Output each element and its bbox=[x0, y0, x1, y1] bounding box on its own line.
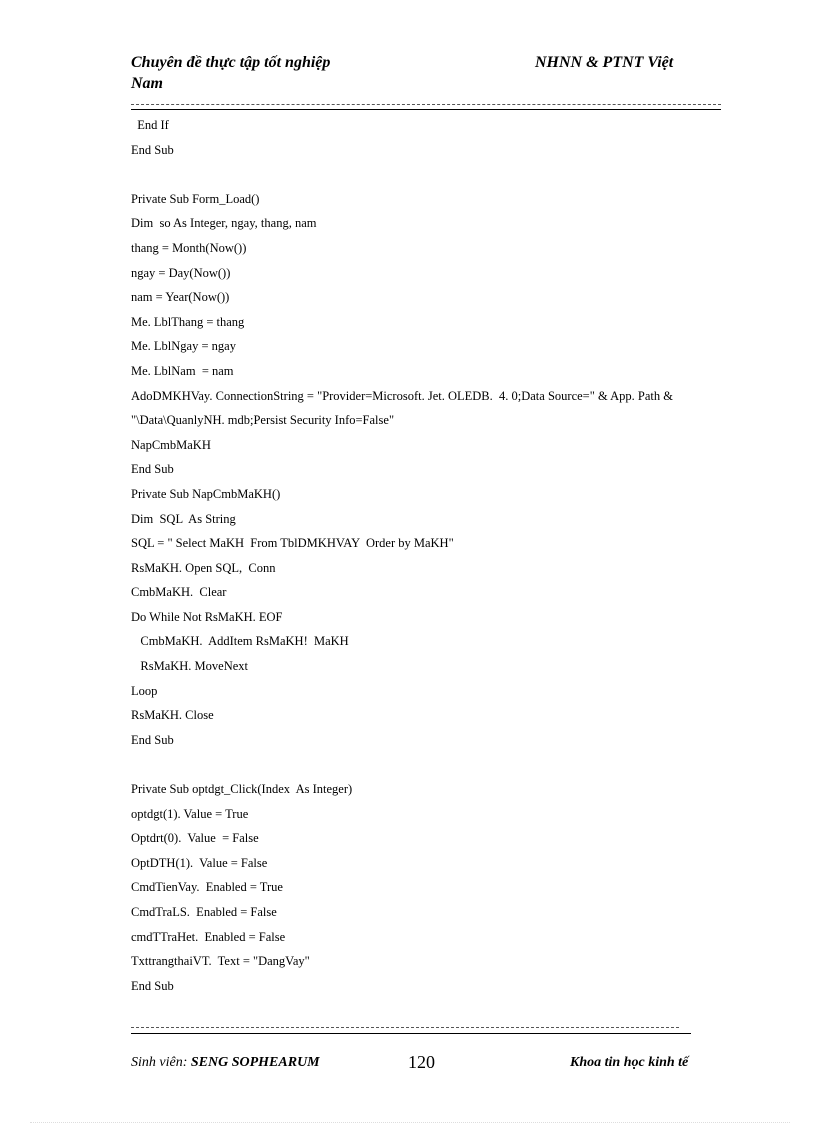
code-line bbox=[131, 162, 731, 187]
code-line: RsMaKH. Open SQL, Conn bbox=[131, 560, 276, 575]
code-line: "\Data\QuanlyNH. mdb;Persist Security Info=False" bbox=[131, 413, 395, 428]
footer-divider-solid bbox=[131, 1033, 691, 1034]
code-line: End Sub bbox=[131, 142, 174, 157]
footer-divider-dashed bbox=[131, 1027, 679, 1028]
code-line: Optdrt(0). Value = False bbox=[131, 831, 259, 846]
code-line: Do While Not RsMaKH. EOF bbox=[131, 609, 283, 624]
code-line: Dim SQL As String bbox=[131, 511, 236, 526]
code-line: optdgt(1). Value = True bbox=[131, 806, 249, 821]
code-line: RsMaKH. Close bbox=[131, 708, 214, 723]
header-divider-solid bbox=[131, 109, 721, 110]
code-line: SQL = " Select MaKH From TblDMKHVAY Order by MaKH" bbox=[131, 536, 454, 551]
footer-faculty: Khoa tin học kinh tế bbox=[570, 1055, 689, 1070]
code-line: ngay = Day(Now()) bbox=[131, 265, 231, 280]
footer-student-name: SENG SOPHEARUM bbox=[190, 1055, 320, 1070]
code-line: cmdTTraHet. Enabled = False bbox=[131, 929, 286, 944]
code-line: Loop bbox=[131, 683, 158, 698]
code-line: Private Sub NapCmbMaKH() bbox=[131, 486, 281, 501]
code-line: CmbMaKH. AddItem RsMaKH! MaKH bbox=[131, 634, 349, 649]
code-line: End If bbox=[131, 118, 169, 132]
header-title-right: NHNN & PTNT Việt bbox=[535, 54, 674, 71]
code-line: NapCmbMaKH bbox=[131, 437, 211, 452]
code-block bbox=[131, 113, 731, 998]
footer-student-label: Sinh viên: bbox=[131, 1055, 191, 1070]
code-line: Me. LblThang = thang bbox=[131, 314, 245, 329]
code-line: CmdTraLS. Enabled = False bbox=[131, 905, 277, 919]
header-title-left-continuation: Nam bbox=[131, 75, 163, 92]
code-line: RsMaKH. MoveNext bbox=[131, 659, 249, 674]
code-line bbox=[131, 752, 731, 777]
code-line: End Sub bbox=[131, 732, 174, 747]
footer-student bbox=[131, 1055, 320, 1071]
code-line: Dim so As Integer, ngay, thang, nam bbox=[131, 216, 317, 231]
code-line: thang = Month(Now()) bbox=[131, 240, 247, 255]
code-line: End Sub bbox=[131, 978, 174, 993]
code-line: End Sub bbox=[131, 462, 174, 477]
code-line: TxttrangthaiVT. Text = "DangVay" bbox=[131, 954, 310, 969]
code-line: Private Sub Form_Load() bbox=[131, 191, 260, 206]
code-line: nam = Year(Now()) bbox=[131, 290, 230, 305]
code-line: Private Sub optdgt_Click(Index As Integer) bbox=[131, 782, 353, 797]
header-title-left: Chuyên đề thực tập tốt nghiệp bbox=[131, 54, 331, 71]
code-line: OptDTH(1). Value = False bbox=[131, 855, 268, 870]
code-line: CmbMaKH. Clear bbox=[131, 585, 227, 600]
code-line: CmdTienVay. Enabled = True bbox=[131, 880, 283, 895]
code-line: AdoDMKHVay. ConnectionString = "Provider=Microsoft. Jet. OLEDB. 4. 0;Data Source=" & App. Path & bbox=[131, 388, 673, 403]
code-line: Me. LblNgay = ngay bbox=[131, 339, 236, 354]
header-left bbox=[131, 52, 391, 94]
header-divider-dashed bbox=[131, 104, 721, 105]
page-number: 120 bbox=[408, 1052, 435, 1072]
code-line: Me. LblNam = nam bbox=[131, 363, 234, 378]
